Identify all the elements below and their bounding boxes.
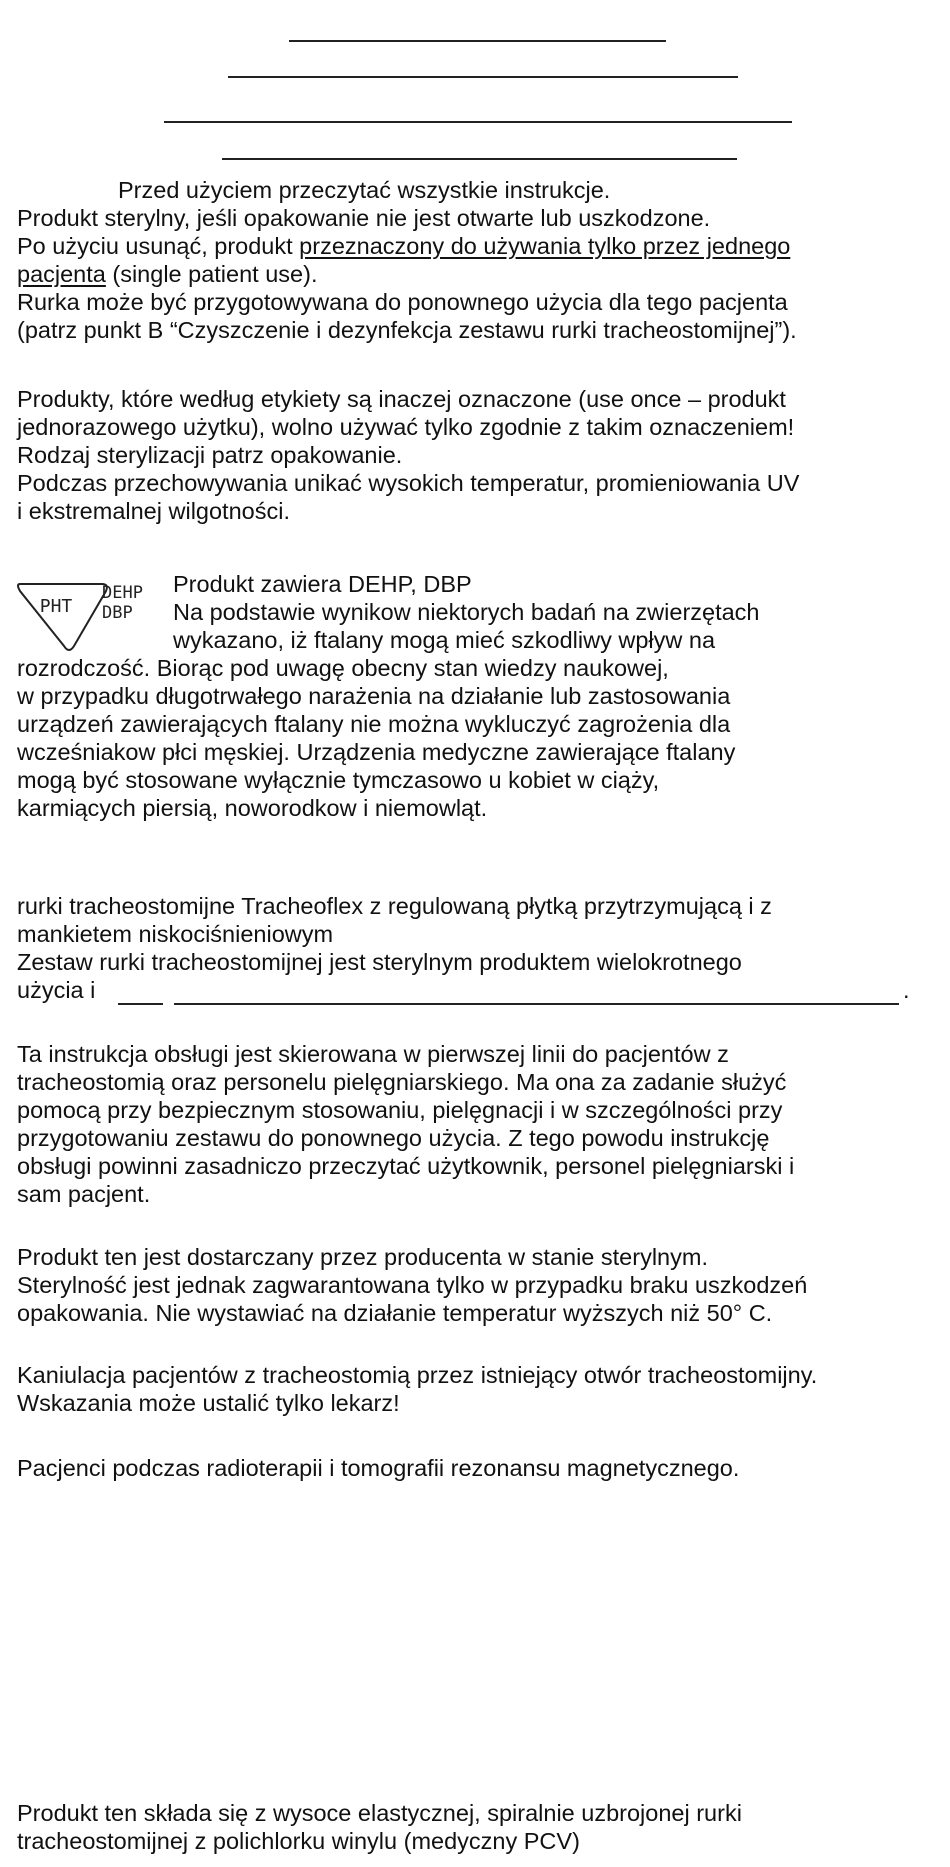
dbp-symbol-label: DBP (102, 603, 133, 623)
dehp-paragraph-rest: rozrodczość. Biorąc pod uwagę obecny stan wiedzy naukowej, w przypadku długotrwałego narażenia na działanie lub zastosowania urządzeń zawierających ftalany nie można wykluczyć zagrożenia dla wcześniakow płci męskiej. Urządzenia medyczne zawierające ftalany mogą być stosowane wyłącznie tymczasowo u kobiet w ciąży, karmiących piersią, noworodkow i niemowląt. (17, 655, 736, 821)
intro-single-patient-use: (single patient use). (105, 261, 318, 287)
header-rule-1 (289, 40, 666, 42)
pht-dehp-warning-symbol (14, 576, 160, 656)
dehp-contains-line: Produkt zawiera DEHP, DBP (173, 571, 472, 597)
dehp-phthalates-line: wykazano, iż ftalany mogą mieć szkodliwy wpływ na (173, 627, 716, 653)
intro-single-use-underlined: przeznaczony do używania tylko przez jednego (299, 233, 791, 259)
intro-single-use-line-2 (17, 260, 317, 288)
composition-paragraph: Produkt ten składa się z wysoce elastycznej, spiralnie uzbrojonej rurki tracheostomijnej z polichlorku winylu (medyczny PCV) (17, 1800, 742, 1854)
intro-read-instructions: Przed użyciem przeczytać wszystkie instrukcje. (118, 177, 611, 203)
dehp-studies-line: Na podstawie wynikow niektorych badań na zwierzętach (173, 599, 760, 625)
intro-single-use-prefix: Po użyciu usunąć, produkt (17, 233, 300, 259)
product-reuse-suffix: . (903, 977, 910, 1003)
product-reuse-prefix: użycia i (17, 977, 96, 1003)
header-rule-2 (228, 76, 738, 78)
intro-single-use-line (17, 232, 790, 260)
header-rule-3 (164, 121, 792, 123)
instruction-audience-paragraph: Ta instrukcja obsługi jest skierowana w pierwszej linii do pacjentów z tracheostomią oraz personelu pielęgniarskiego. Ma ona za zadanie służyć pomocą przy bezpiecznym stosowaniu, pielęgnacji i w szczególności przy przygotowaniu zestawu do ponownego użycia. Z tego powodu instrukcję obsługi powinni zasadniczo przeczytać użytkownik, personel pielęgniarski i sam pacjent. (17, 1041, 795, 1207)
sterility-paragraph: Produkt ten jest dostarczany przez producenta w stanie sterylnym. Sterylność jest jednak zagwarantowana tylko w przypadku braku uszkodzeń opakowania. Nie wystawiać na działanie temperatur wyższych niż 50° C. (17, 1244, 808, 1326)
intro-reuse-paragraph: Rurka może być przygotowywana do ponownego użycia dla tego pacjenta (patrz punkt B “Czyszczenie i dezynfekcja zestawu rurki tracheostomijnej”). (17, 289, 797, 343)
product-blank-long (174, 1003, 899, 1005)
indications-paragraph: Kaniulacja pacjentów z tracheostomią przez istniejący otwór tracheostomijny. Wskazania może ustalić tylko lekarz! (17, 1362, 818, 1416)
intro-sterile-note: Produkt sterylny, jeśli opakowanie nie jest otwarte lub uszkodzone. (17, 205, 711, 231)
contraindications-paragraph: Pacjenci podczas radioterapii i tomografii rezonansu magnetycznego. (17, 1455, 740, 1481)
dehp-symbol-label: DEHP (102, 583, 143, 603)
header-rule-4 (222, 158, 737, 160)
storage-paragraph: Produkty, które według etykiety są inaczej oznaczone (use once – produkt jednorazowego użytku), wolno używać tylko zgodnie z takim oznaczeniem! Rodzaj sterylizacji patrz opakowanie. Podczas przechowywania unikać wysokich temperatur, promieniowania UV i ekstremalnej wilgotności. (17, 386, 800, 524)
product-blank-short (118, 1003, 163, 1005)
intro-patient-underlined: pacjenta (17, 261, 106, 287)
pht-symbol-text: PHT (39, 596, 73, 617)
product-description: rurki tracheostomijne Tracheoflex z regulowaną płytką przytrzymującą i z mankietem niskociśnieniowym Zestaw rurki tracheostomijnej jest sterylnym produktem wielokrotnego (17, 893, 772, 975)
